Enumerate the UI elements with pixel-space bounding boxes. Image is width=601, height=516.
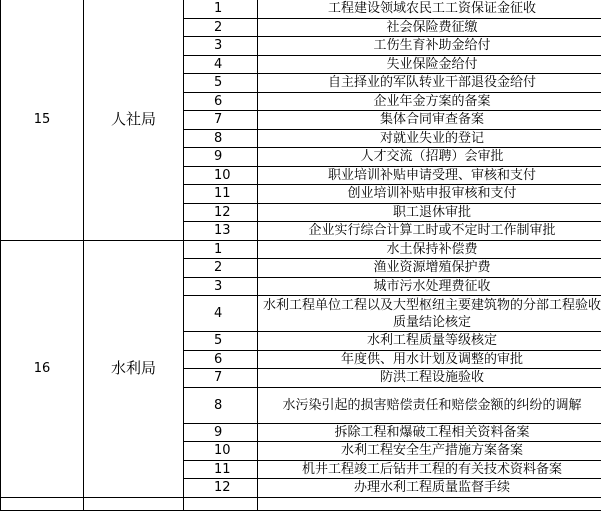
item-number-cell: 8 xyxy=(184,387,258,423)
item-number-cell: 11 xyxy=(184,185,258,204)
item-name-cell: 防洪工程设施验收 xyxy=(258,369,601,388)
item-name-cell: 创业培训补贴申报审核和支付 xyxy=(258,185,601,204)
item-number-cell: 5 xyxy=(184,332,258,351)
item-name-cell: 水利工程安全生产措施方案备案 xyxy=(258,442,601,461)
item-name-cell: 工伤生育补助金给付 xyxy=(258,37,601,56)
item-number-cell: 4 xyxy=(184,55,258,74)
item-number-cell: 9 xyxy=(184,423,258,442)
item-name-cell: 机井工程竣工后钻井工程的有关技术资料备案 xyxy=(258,460,601,479)
item-name-cell: 城市污水处理费征收 xyxy=(258,277,601,296)
item-name-cell: 水土保持补偿费 xyxy=(258,240,601,259)
item-name-cell: 集体合同审查备案 xyxy=(258,111,601,130)
table-row xyxy=(1,0,601,18)
item-name-cell: 水污染引起的损害赔偿责任和赔偿金额的纠纷的调解 xyxy=(258,387,601,423)
item-number-cell: 2 xyxy=(184,259,258,278)
department-cell: 水利局 xyxy=(84,240,184,497)
cell xyxy=(184,497,258,510)
item-name-cell: 对就业失业的登记 xyxy=(258,129,601,148)
item-name-cell: 工程建设领域农民工工资保证金征收 xyxy=(258,0,601,18)
item-number-cell: 10 xyxy=(184,442,258,461)
item-number-cell: 7 xyxy=(184,111,258,130)
item-number-cell: 12 xyxy=(184,479,258,498)
item-number-cell: 3 xyxy=(184,37,258,56)
item-number-cell: 6 xyxy=(184,92,258,111)
item-name-cell: 办理水利工程质量监督手续 xyxy=(258,479,601,498)
item-number-cell: 1 xyxy=(184,0,258,18)
group-index-cell: 15 xyxy=(1,0,84,240)
item-number-cell: 10 xyxy=(184,166,258,185)
item-name-cell: 水利工程质量等级核定 xyxy=(258,332,601,351)
item-name-cell: 自主择业的军队转业干部退役金给付 xyxy=(258,74,601,93)
item-number-cell: 5 xyxy=(184,74,258,93)
item-number-cell: 4 xyxy=(184,296,258,332)
cell xyxy=(258,497,601,510)
item-name-cell: 职工退休审批 xyxy=(258,203,601,222)
item-number-cell: 13 xyxy=(184,222,258,241)
item-number-cell: 7 xyxy=(184,369,258,388)
item-name-cell: 人才交流（招聘）会审批 xyxy=(258,148,601,167)
item-name-cell: 失业保险金给付 xyxy=(258,55,601,74)
item-name-cell: 年度供、用水计划及调整的审批 xyxy=(258,350,601,369)
item-name-cell: 职业培训补贴申请受理、审核和支付 xyxy=(258,166,601,185)
item-number-cell: 2 xyxy=(184,18,258,37)
item-number-cell: 12 xyxy=(184,203,258,222)
cell xyxy=(1,497,84,510)
department-cell: 人社局 xyxy=(84,0,184,240)
item-name-cell: 社会保险费征缴 xyxy=(258,18,601,37)
table-row-partial-bottom xyxy=(1,497,601,510)
item-name-cell: 水利工程单位工程以及大型枢纽主要建筑物的分部工程验收质量结论核定 xyxy=(258,296,601,332)
item-number-cell: 11 xyxy=(184,460,258,479)
item-name-cell: 企业实行综合计算工时或不定时工作制审批 xyxy=(258,222,601,241)
item-number-cell: 3 xyxy=(184,277,258,296)
item-number-cell: 1 xyxy=(184,240,258,259)
cell xyxy=(84,497,184,510)
item-name-cell: 渔业资源增殖保护费 xyxy=(258,259,601,278)
group-index-cell: 16 xyxy=(1,240,84,497)
item-name-cell: 拆除工程和爆破工程相关资料备案 xyxy=(258,423,601,442)
table-row xyxy=(1,240,601,259)
item-number-cell: 6 xyxy=(184,350,258,369)
item-name-cell: 企业年金方案的备案 xyxy=(258,92,601,111)
item-number-cell: 8 xyxy=(184,129,258,148)
item-number-cell: 9 xyxy=(184,148,258,167)
